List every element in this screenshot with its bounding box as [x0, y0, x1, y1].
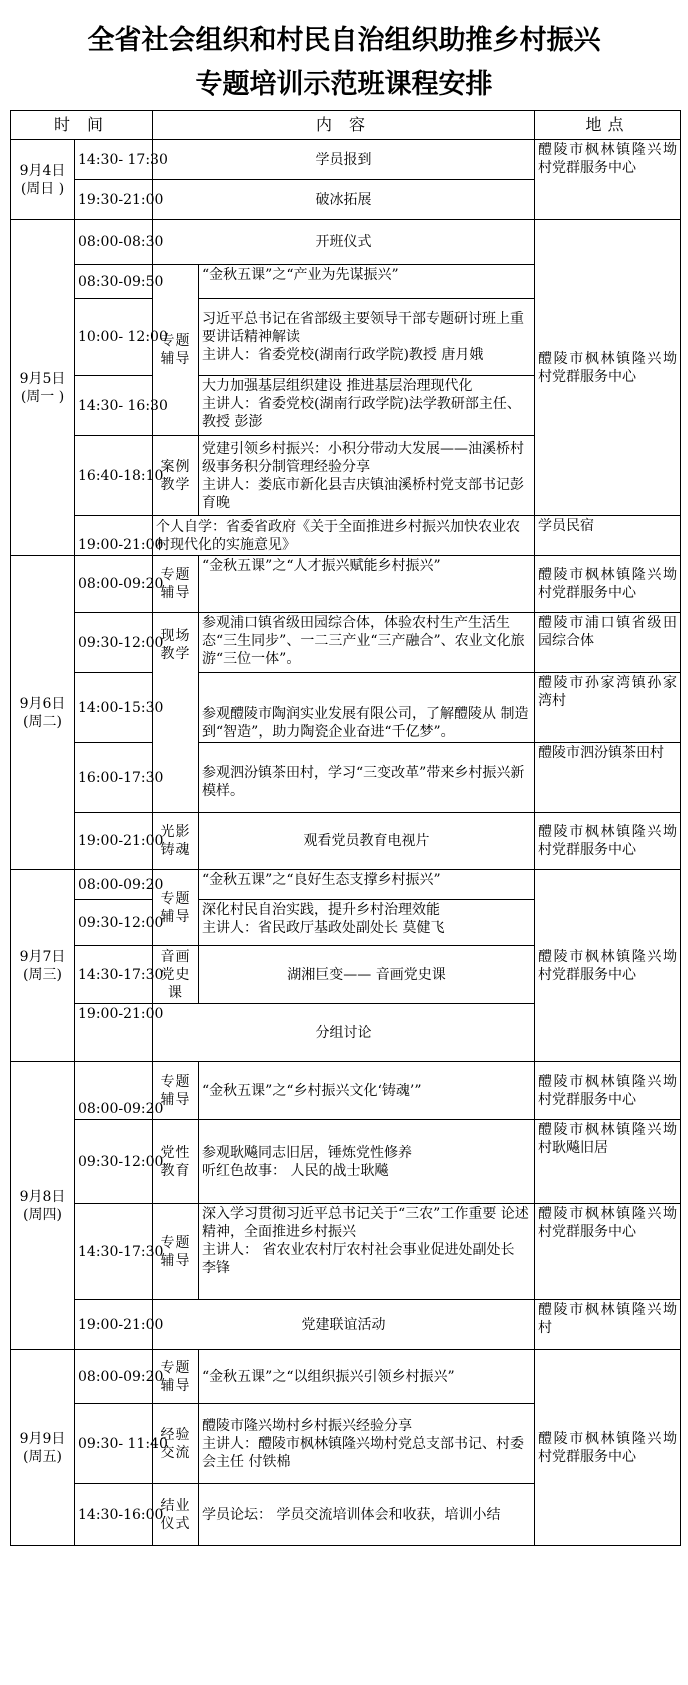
- location-cell: 醴陵市枫林镇隆兴坳村党群服务中心: [535, 220, 681, 516]
- content-cell: 习近平总书记在省部级主要领导干部专题研讨班上重要讲话精神解读 主讲人：省委党校(湖南行政学院)教授 唐月娥: [199, 299, 535, 376]
- time-cell: 08:00-09:20: [75, 870, 153, 900]
- location-cell: 醴陵市枫林镇隆兴坳村党群服务中心: [535, 140, 681, 220]
- category-cell: 案例教学: [153, 436, 199, 516]
- content-cell: “金秋五课”之“乡村振兴文化‘铸魂’”: [199, 1062, 535, 1120]
- time-cell: 09:30-12:00: [75, 900, 153, 946]
- table-row: [11, 1204, 681, 1300]
- location-cell: 醴陵市枫林镇隆兴坳村: [535, 1300, 681, 1350]
- location-cell: 醴陵市枫林镇隆兴坳村耿飚旧居: [535, 1120, 681, 1204]
- time-cell: 19:00-21:00: [75, 1004, 153, 1062]
- time-cell: 19:30-21:00: [75, 180, 153, 220]
- location-cell: 醴陵市枫林镇隆兴坳村党群服务中心: [535, 1350, 681, 1546]
- header-location: 地点: [535, 111, 681, 140]
- content-cell: 个人自学：省委省政府《关于全面推进乡村振兴加快农业农村现代化的实施意见》: [153, 516, 535, 556]
- time-cell: 09:30- 11:40: [75, 1404, 153, 1484]
- content-cell: 分组讨论: [153, 1004, 535, 1062]
- category-cell: 音画党史课: [153, 946, 199, 1004]
- day-cell: 9月6日 (周二): [11, 556, 75, 870]
- header-row: [11, 111, 681, 140]
- table-row: [11, 673, 681, 743]
- category-cell: 专题辅导: [153, 1062, 199, 1120]
- content-cell: 醴陵市隆兴坳村乡村振兴经验分享 主讲人：醴陵市枫林镇隆兴坳村党总支部书记、村委会主任 付铁棉: [199, 1404, 535, 1484]
- category-cell: 专题辅导: [153, 1204, 199, 1300]
- time-cell: 14:30-16:00: [75, 1484, 153, 1546]
- category-cell: 专题辅导: [153, 1350, 199, 1404]
- location-cell: 醴陵市泗汾镇茶田村: [535, 743, 681, 813]
- table-row: [11, 220, 681, 265]
- time-cell: 16:40-18:10: [75, 436, 153, 516]
- location-cell: 醴陵市浦口镇省级田园综合体: [535, 613, 681, 673]
- content-cell: “金秋五课”之“良好生态支撑乡村振兴”: [199, 870, 535, 900]
- table-row: [11, 1120, 681, 1204]
- content-cell: 参观浦口镇省级田园综合体，体验农村生产生活生态“三生同步”、一二三产业“三产融合”、农业文化旅游“三位一体”。: [199, 613, 535, 673]
- time-cell: 14:00-15:30: [75, 673, 153, 743]
- table-row: [11, 556, 681, 613]
- time-cell: 08:00-08:30: [75, 220, 153, 265]
- table-row: [11, 813, 681, 870]
- time-cell: 14:30-17:30: [75, 1204, 153, 1300]
- content-cell: 学员论坛： 学员交流培训体会和收获，培训小结: [199, 1484, 535, 1546]
- time-cell: 19:00-21:00: [75, 516, 153, 556]
- category-cell: 结业仪式: [153, 1484, 199, 1546]
- day-cell: 9月4日 (周日 ): [11, 140, 75, 220]
- category-cell: 光影铸魂: [153, 813, 199, 870]
- location-cell: 醴陵市孙家湾镇孙家湾村: [535, 673, 681, 743]
- content-cell: 学员报到: [153, 140, 535, 180]
- table-row: [11, 613, 681, 673]
- category-cell: 专题辅导: [153, 870, 199, 946]
- time-cell: 08:30-09:50: [75, 265, 153, 299]
- table-row: [11, 1300, 681, 1350]
- table-row: [11, 516, 681, 556]
- day-cell: 9月5日 (周一 ): [11, 220, 75, 556]
- table-row: [11, 140, 681, 180]
- category-cell: 现场教学: [153, 613, 199, 813]
- time-cell: 09:30-12:00: [75, 1120, 153, 1204]
- content-cell: 党建联谊活动: [153, 1300, 535, 1350]
- time-cell: 10:00- 12:00: [75, 299, 153, 376]
- location-cell: 醴陵市枫林镇隆兴坳村党群服务中心: [535, 870, 681, 1062]
- time-cell: 14:30- 17:30: [75, 140, 153, 180]
- category-cell: 专题辅导: [153, 556, 199, 613]
- category-cell: 经验交流: [153, 1404, 199, 1484]
- content-cell: “金秋五课”之“人才振兴赋能乡村振兴”: [199, 556, 535, 613]
- table-row: [11, 1350, 681, 1404]
- content-cell: 深入学习贯彻习近平总书记关于“三农”工作重要 论述精神，全面推进乡村振兴 主讲人： 省农业农村厅农村社会事业促进处副处长 李锋: [199, 1204, 535, 1300]
- day-cell: 9月7日 (周三): [11, 870, 75, 1062]
- content-cell: 观看党员教育电视片: [199, 813, 535, 870]
- location-cell: 醴陵市枫林镇隆兴坳村党群服务中心: [535, 1204, 681, 1300]
- content-cell: 深化村民自治实践，提升乡村治理效能 主讲人：省民政厅基政处副处长 莫健飞: [199, 900, 535, 946]
- content-cell: 湖湘巨变—— 音画党史课: [199, 946, 535, 1004]
- title-line-1: 全省社会组织和村民自治组织助推乡村振兴: [87, 25, 601, 56]
- content-cell: 破冰拓展: [153, 180, 535, 220]
- location-cell: 学员民宿: [535, 516, 681, 556]
- location-cell: 醴陵市枫林镇隆兴坳村党群服务中心: [535, 813, 681, 870]
- title-line-2: 专题培训示范班课程安排: [195, 69, 493, 100]
- time-cell: 09:30-12:00: [75, 613, 153, 673]
- location-cell: 醴陵市枫林镇隆兴坳村党群服务中心: [535, 1062, 681, 1120]
- time-cell: 08:00-09:20: [75, 1350, 153, 1404]
- content-cell: 开班仪式: [153, 220, 535, 265]
- time-cell: 19:00-21:00: [75, 813, 153, 870]
- content-cell: “金秋五课”之“产业为先谋振兴”: [199, 265, 535, 299]
- schedule-table: [10, 110, 681, 1546]
- content-cell: 参观泗汾镇茶田村，学习“三变改革”带来乡村振兴新模样。: [199, 743, 535, 813]
- day-cell: 9月8日 (周四): [11, 1062, 75, 1350]
- category-cell: 专题辅导: [153, 265, 199, 436]
- content-cell: 党建引领乡村振兴：小积分带动大发展——油溪桥村级事务积分制管理经验分享 主讲人：娄底市新化县吉庆镇油溪桥村党支部书记彭育晚: [199, 436, 535, 516]
- time-cell: 08:00-09:20: [75, 1062, 153, 1120]
- time-cell: 19:00-21:00: [75, 1300, 153, 1350]
- header-content: 内 容: [153, 111, 535, 140]
- content-cell: “金秋五课”之“以组织振兴引领乡村振兴”: [199, 1350, 535, 1404]
- content-cell: 参观醴陵市陶润实业发展有限公司，了解醴陵从 制造到“智造”，助力陶瓷企业奋进“千亿梦”。: [199, 673, 535, 743]
- time-cell: 08:00-09:20: [75, 556, 153, 613]
- table-row: [11, 1062, 681, 1120]
- category-cell: 党性教育: [153, 1120, 199, 1204]
- table-row: [11, 870, 681, 900]
- day-cell: 9月9日 (周五): [11, 1350, 75, 1546]
- content-cell: 大力加强基层组织建设 推进基层治理现代化 主讲人：省委党校(湖南行政学院)法学教研部主任、教授 彭澎: [199, 376, 535, 436]
- header-time: 时 间: [11, 111, 153, 140]
- table-row: [11, 743, 681, 813]
- time-cell: 16:00-17:30: [75, 743, 153, 813]
- location-cell: 醴陵市枫林镇隆兴坳村党群服务中心: [535, 556, 681, 613]
- time-cell: 14:30- 16:30: [75, 376, 153, 436]
- time-cell: 14:30-17:30: [75, 946, 153, 1004]
- content-cell: 参观耿飚同志旧居，锤炼党性修养 听红色故事： 人民的战士耿飚: [199, 1120, 535, 1204]
